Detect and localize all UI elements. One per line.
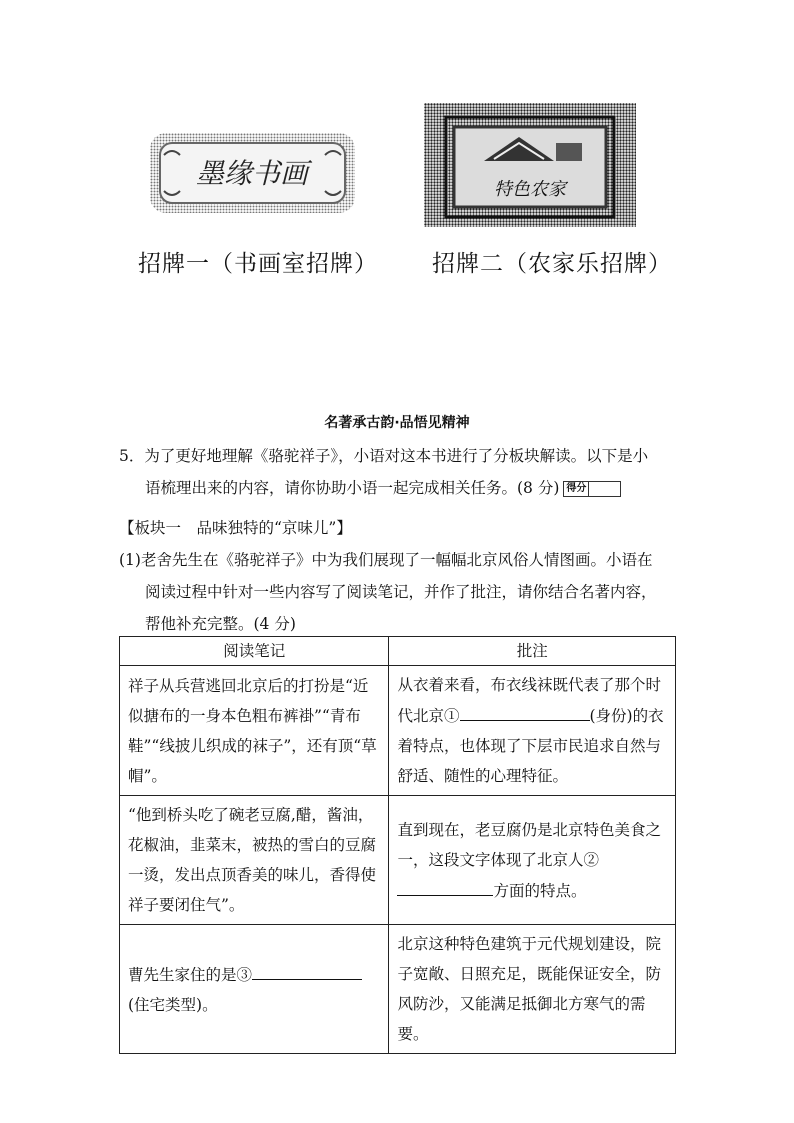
sign-one-image xyxy=(150,133,355,213)
answer-blank-2[interactable] xyxy=(397,875,493,896)
note-text-before: 曹先生家住的是③ xyxy=(128,965,253,984)
table-row xyxy=(120,796,676,925)
note-text-after: (住宅类型)。 xyxy=(128,995,218,1014)
sub-question-1-line3: 帮他补充完整。(4 分) xyxy=(145,615,296,633)
sub-question-1 xyxy=(119,544,699,640)
question-5-line2: 语梳理出来的内容，请你协助小语一起完成相关任务。(8 分) xyxy=(145,479,560,497)
answer-blank-1[interactable] xyxy=(460,700,590,721)
note-cell: 祥子从兵营逃回北京后的打扮是“近似搪布的一身本色粗布裤褂”“青布鞋”“线披儿织成的袜子”，还有顶“草帽”。 xyxy=(120,666,389,796)
sign-one-text: 墨缘书画 xyxy=(195,157,309,190)
comment-cell xyxy=(389,666,676,796)
score-box[interactable] xyxy=(563,481,621,497)
answer-blank-3[interactable] xyxy=(252,959,362,980)
sub-question-1-line2: 阅读过程中针对一些内容写了阅读笔记，并作了批注，请你结合名著内容， xyxy=(145,583,657,601)
table-row xyxy=(120,666,676,796)
header-reading-notes: 阅读笔记 xyxy=(120,637,389,666)
comment-cell xyxy=(389,796,676,925)
question-5 xyxy=(119,440,699,504)
comment-text-after: (身份)的衣着特点，也体现了下层市民追求自然与舒适、随性的心理特征。 xyxy=(397,707,664,785)
sign-two-caption: 招牌二（农家乐招牌） xyxy=(432,251,672,277)
sign-two-text: 特色农家 xyxy=(494,179,566,200)
note-cell: “他到桥头吃了碗老豆腐,醋，酱油，花椒油，韭菜末，被热的雪白的豆腐一烫，发出点顶香美的味儿，香得使祥子要闭住气”。 xyxy=(120,796,389,925)
section-title: 名著承古韵·品悟见精神 xyxy=(324,415,470,431)
comment-text-after: 方面的特点。 xyxy=(493,881,587,900)
comment-text-before: 从衣着来看，布衣线袜既代表了那个时代北京① xyxy=(397,676,661,725)
comment-text-before: 直到现在，老豆腐仍是北京特色美食之一，这段文字体现了北京人② xyxy=(397,820,661,869)
sign-one-caption: 招牌一（书画室招牌） xyxy=(138,251,378,277)
table-header-row xyxy=(120,637,676,666)
score-label: 得分 xyxy=(564,482,589,496)
table-row xyxy=(120,925,676,1054)
question-5-line2-row xyxy=(119,472,699,504)
sub-question-1-line1: (1)老舍先生在《骆驼祥子》中为我们展现了一幅幅北京风俗人情图画。小语在 xyxy=(119,551,653,569)
note-cell xyxy=(120,925,389,1054)
sign-two-image xyxy=(424,103,636,227)
comment-cell: 北京这种特色建筑于元代规划建设，院子宽敞、日照充足，既能保证安全，防风防沙，又能满足抵御北方寒气的需要。 xyxy=(389,925,676,1054)
question-5-line1: 5．为了更好地理解《骆驼祥子》，小语对这本书进行了分板块解读。以下是小 xyxy=(119,447,649,465)
header-comments: 批注 xyxy=(389,637,676,666)
reading-notes-table xyxy=(119,636,676,1054)
block-one-title: 【板块一 品味独特的“京味儿”】 xyxy=(119,519,352,537)
